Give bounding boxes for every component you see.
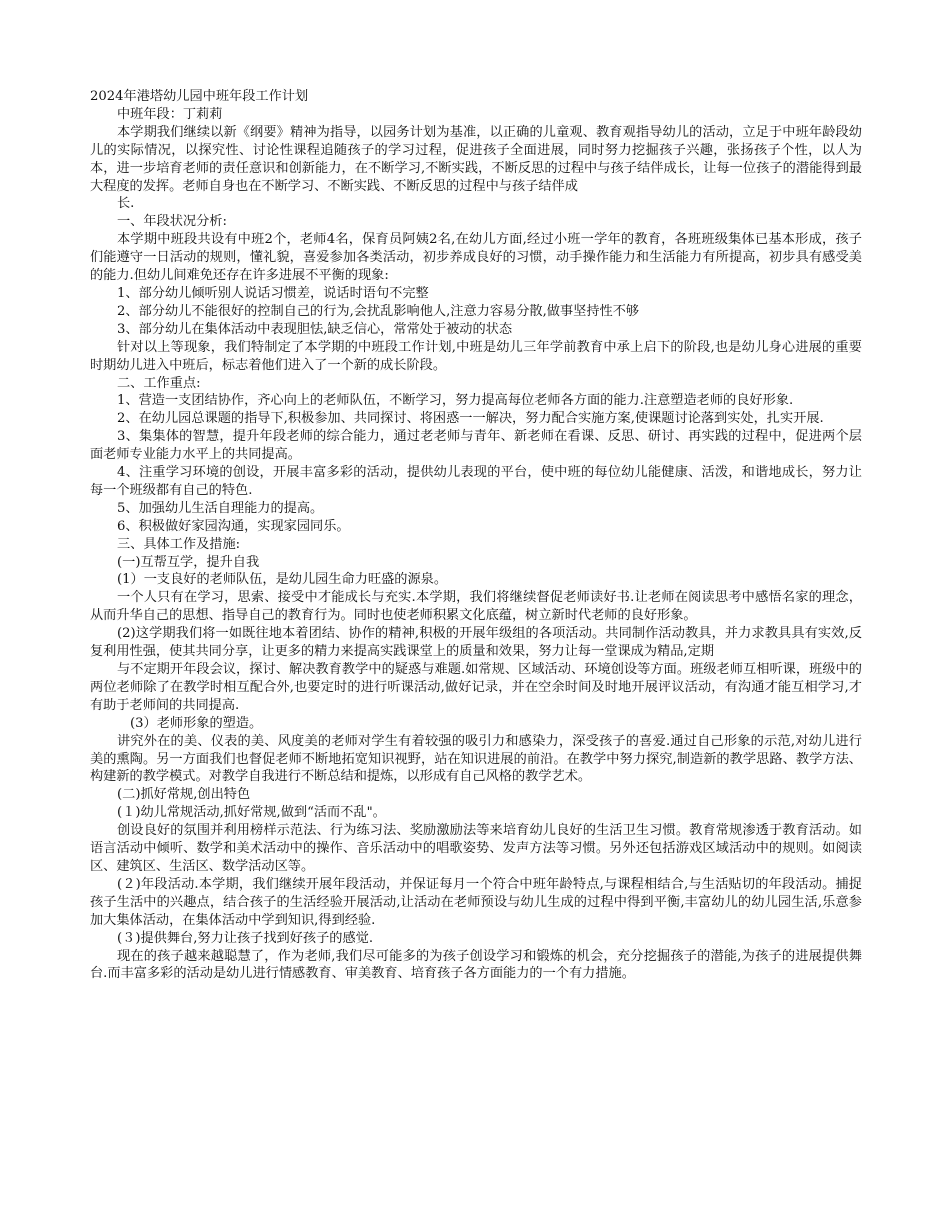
paragraph: 中班年段：丁莉莉: [117, 106, 223, 122]
paragraph: 讲究外在的美、仪表的美、风度美的老师对学生有着较强的吸引力和感染力，深受孩子的喜爱.通过自己形象的示范,对幼儿进行美的熏陶。另一方面我们也督促老师不断地拓宽知识视野，站在知识进展的前沿。在教学中努力探究,制造新的教学思路、教学方法、构建新的教学模式。对教学自我进行不断总结和提炼，以形成有自己风格的教学艺术。: [90, 733, 862, 785]
paragraph: (1）一支良好的老师队伍，是幼儿园生命力旺盛的源泉。: [117, 572, 448, 588]
document-body: [90, 88, 862, 983]
paragraph: (１)幼儿常规活动,抓好常规,做到“活而不乱"。: [117, 805, 386, 821]
paragraph: 针对以上等现象，我们特制定了本学期的中班段工作计划,中班是幼儿三年学前教育中承上启下的阶段,也是幼儿身心进展的重要时期幼儿进入中班后，标志着他们进入了一个新的成长阶段。: [90, 339, 862, 373]
paragraph: (2)这学期我们将一如既往地本着团结、协作的精神,积极的开展年级组的各项活动。共同制作活动教具，并力求教具具有实效,反复利用性强，使其共同分享，让更多的精力来提高实践课堂上的质量和效果，努力让每一堂课成为精品,定期: [90, 626, 862, 660]
document-title: 2024年港塔幼儿园中班年段工作计划: [90, 89, 309, 104]
paragraph: 1、部分幼儿倾听别人说话习惯差，说话时语句不完整: [117, 285, 429, 301]
paragraph: 5、加强幼儿生活自理能力的提高。: [117, 500, 324, 516]
paragraph: 与不定期开年段会议，探讨、解决教育教学中的疑惑与难题.如常规、区域活动、环境创设等方面。班级老师互相听课，班级中的两位老师除了在教学时相互配合外,也要定时的进行听课活动,做好记录，并在空余时间及时地开展评议活动，有沟通才能互相学习,才有助于老师间的共同提高.: [90, 662, 862, 713]
paragraph: 本学期我们继续以新《纲要》精神为指导，以园务计划为基准，以正确的儿童观、教育观指导幼儿的活动，立足于中班年龄段幼儿的实际情况，以探究性、讨论性课程追随孩子的学习过程，促进孩子全面进展，同时努力挖掘孩子兴趣，张扬孩子个性，以人为本，进一步培育老师的责任意识和创新能力，在不断学习,不断实践，不断反思的过程中与孩子结伴成长，让每一位孩子的潜能得到最大程度的发挥。老师自身也在不断学习、不断实践、不断反思的过程中与孩子结伴成: [90, 124, 862, 194]
paragraph: 长.: [117, 196, 135, 212]
paragraph: (２)年段活动.本学期，我们继续开展年段活动，并保证每月一个符合中班年龄特点,与课程相结合,与生活贴切的年段活动。捕捉孩子生活中的兴趣点，结合孩子的生活经验开展活动,让活动在老师预设与幼儿生成的过程中得到平衡,丰富幼儿的幼儿园生活,乐意参加大集体活动，在集体活动中学到知识,得到经验.: [90, 876, 862, 928]
paragraph: (３)提供舞台,努力让孩子找到好孩子的感觉.: [117, 930, 374, 946]
paragraph: 三、具体工作及措施:: [117, 536, 241, 552]
paragraph: 2、部分幼儿不能很好的控制自己的行为,会扰乱影响他人,注意力容易分散,做事坚持性不够: [117, 303, 640, 319]
paragraph: 本学期中班段共设有中班2个，老师4名，保育员阿姨2名,在幼儿方面,经过小班一学年的教育，各班班级集体已基本形成，孩子们能遵守一日活动的规则，懂礼貌，喜爱参加各类活动，初步养成良好的习惯，动手操作能力和生活能力有所提高，初步具有感受美的能力.但幼儿间难免还存在许多进展不平衡的现象:: [90, 232, 862, 284]
paragraph: 1、营造一支团结协作，齐心向上的老师队伍，不断学习，努力提高每位老师各方面的能力.注意塑造老师的良好形象.: [117, 393, 794, 409]
paragraph: 二、工作重点:: [117, 375, 201, 391]
paragraph: 4、注重学习环境的创设，开展丰富多彩的活动，提供幼儿表现的平台，使中班的每位幼儿能健康、活泼，和谐地成长，努力让每一个班级都有自己的特色.: [90, 465, 862, 498]
paragraph: 一个人只有在学习，思索、接受中才能成长与充实.本学期，我们将继续督促老师读好书.让老师在阅读思考中感悟名家的理念，从而升华自己的思想、指导自己的教育行为。同时也使老师积累文化底蕴，树立新时代老师的良好形象。: [90, 590, 862, 624]
paragraph: 一、年段状况分析:: [117, 214, 227, 230]
paragraph: 现在的孩子越来越聪慧了，作为老师,我们尽可能多的为孩子创设学习和锻炼的机会，充分挖掘孩子的潜能,为孩子的进展提供舞台.而丰富多彩的活动是幼儿进行情感教育、审美教育、培育孩子各方面能力的一个有力措施。: [90, 948, 862, 982]
paragraph: (3）老师形象的塑造。: [130, 715, 263, 731]
paragraph: 创设良好的氛围并利用榜样示范法、行为练习法、奖励激励法等来培育幼儿良好的生活卫生习惯。教育常规渗透于教育活动。如语言活动中倾听、数学和美术活动中的操作、音乐活动中的唱歌姿势、发声方法等习惯。另外还包括游戏区域活动中的规则。如阅读区、建筑区、生活区、数学活动区等。: [90, 823, 862, 874]
paragraph: 2、在幼儿园总课题的指导下,积极参加、共同探讨、将困惑一一解决，努力配合实施方案,使课题讨论落到实处，扎实开展.: [117, 411, 824, 427]
paragraph: 6、积极做好家园沟通，实现家园同乐。: [117, 518, 350, 534]
paragraph: (二)抓好常规,创出特色: [117, 787, 251, 803]
paragraph: 3、集集体的智慧，提升年段老师的综合能力，通过老老师与青年、新老师在看课、反思、研讨、再实践的过程中，促进两个层面老师专业能力水平上的共同提高。: [90, 429, 862, 463]
paragraph-list: [90, 106, 862, 983]
paragraph: 3、部分幼儿在集体活动中表现胆怯,缺乏信心，常常处于被动的状态: [117, 321, 513, 337]
paragraph: (一)互帮互学，提升自我: [117, 554, 260, 570]
